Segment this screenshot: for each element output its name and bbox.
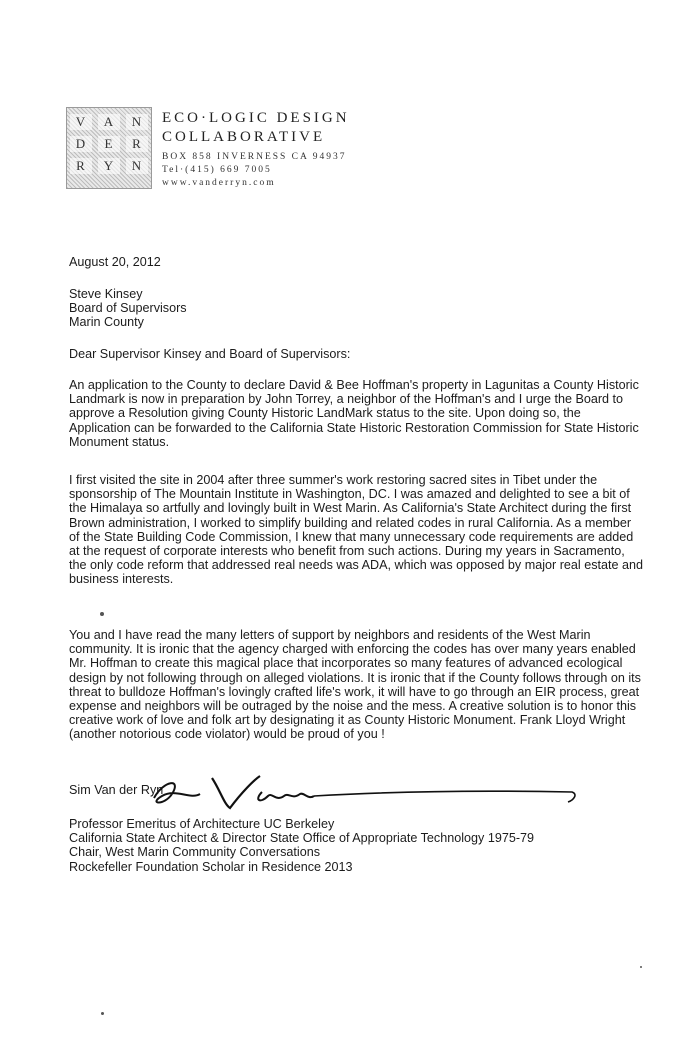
logo-letter: V: [70, 114, 92, 130]
logo-letter: R: [126, 136, 148, 152]
credential-line: Chair, West Marin Community Conversations: [69, 845, 321, 860]
scan-speck: [640, 966, 642, 968]
logo-letter: E: [98, 136, 120, 152]
body-paragraph-1: An application to the County to declare David & Bee Hoffman's property in Lagunitas a County Historic Landmark is now in preparation by John Torrey, a neighbor of the Hoffman's and I urge the Board to approve a Resolution giving County Historic LandMark status to the site. Upon doing so, the Application can be forwarded to the California State Historic Restoration Commission for State Historic Monument status.: [69, 378, 639, 449]
scan-speck: [100, 612, 104, 616]
logo-stamp: [66, 107, 152, 189]
recipient-line-2: Board of Supervisors: [69, 301, 187, 316]
body-paragraph-3: You and I have read the many letters of support by neighbors and residents of the West Marin community. It is ironic that the agency charged with enforcing the codes has over many years enabled Mr. Hoffman to create this magical place that incorporates so many features of advanced ecological design by not following through on alleged violations. It is ironic that if the County follows through on its threat to bulldoze Hoffman's lovingly crafted life's work, it will have to go through an EIR process, great expense and neighbors will be outraged by the noise and the mess. A creative solution is to honor this creative work of love and folk art by designating it as County Historic Monument. Frank Lloyd Wright (another notorious code violator) would be proud of you !: [69, 628, 641, 742]
org-name: [162, 109, 402, 147]
credential-line: Rockefeller Foundation Scholar in Residence 2013: [69, 859, 353, 874]
logo-letters: [67, 114, 151, 174]
salutation: Dear Supervisor Kinsey and Board of Supervisors:: [69, 347, 351, 361]
logo-letter: Y: [98, 158, 120, 174]
org-phone: Tel·(415) 669 7005: [162, 165, 272, 175]
org-name-line-2: COLLABORATIVE: [162, 129, 326, 145]
logo-letter: R: [70, 158, 92, 174]
credential-line: California State Architect & Director State Office of Appropriate Technology 1975-79: [69, 831, 535, 846]
org-contact: [162, 151, 362, 190]
recipient-name: Steve Kinsey: [69, 287, 143, 301]
org-name-line-1: ECO·LOGIC DESIGN: [162, 110, 350, 126]
signer-credentials: [69, 817, 644, 874]
org-website: www.vanderryn.com: [162, 178, 276, 188]
logo-letter: N: [126, 158, 148, 174]
recipient-block: [69, 287, 644, 330]
body-paragraph-2: I first visited the site in 2004 after three summer's work restoring sacred sites in Tibet under the sponsorship of The Mountain Institute in Washington, DC. I was amazed and delighted to see a bit of the Himalaya so artfully and lovingly built in West Marin. As California's State Architect during the first Brown administration, I worked to simplify building and related codes in rural California. As a member of the State Building Code Commission, I knew that many unnecessary code requirements are added at the request of corporate interests who benefit from such actions. During my years in Sacramento, the only code reform that addressed real needs was ADA, which was opposed by major real estate and business interests.: [69, 473, 644, 587]
logo-letter: N: [126, 114, 148, 130]
scan-speck: [101, 1012, 104, 1015]
logo-letter: D: [70, 136, 92, 152]
handwritten-signature: [142, 770, 602, 815]
signer-name: Sim Van der Ryn: [69, 783, 164, 797]
credential-line: Professor Emeritus of Architecture UC Berkeley: [69, 817, 335, 831]
logo-letter: A: [98, 114, 120, 130]
letter-date: August 20, 2012: [69, 255, 161, 269]
recipient-line-3: Marin County: [69, 315, 144, 330]
org-address: BOX 858 INVERNESS CA 94937: [162, 152, 347, 162]
